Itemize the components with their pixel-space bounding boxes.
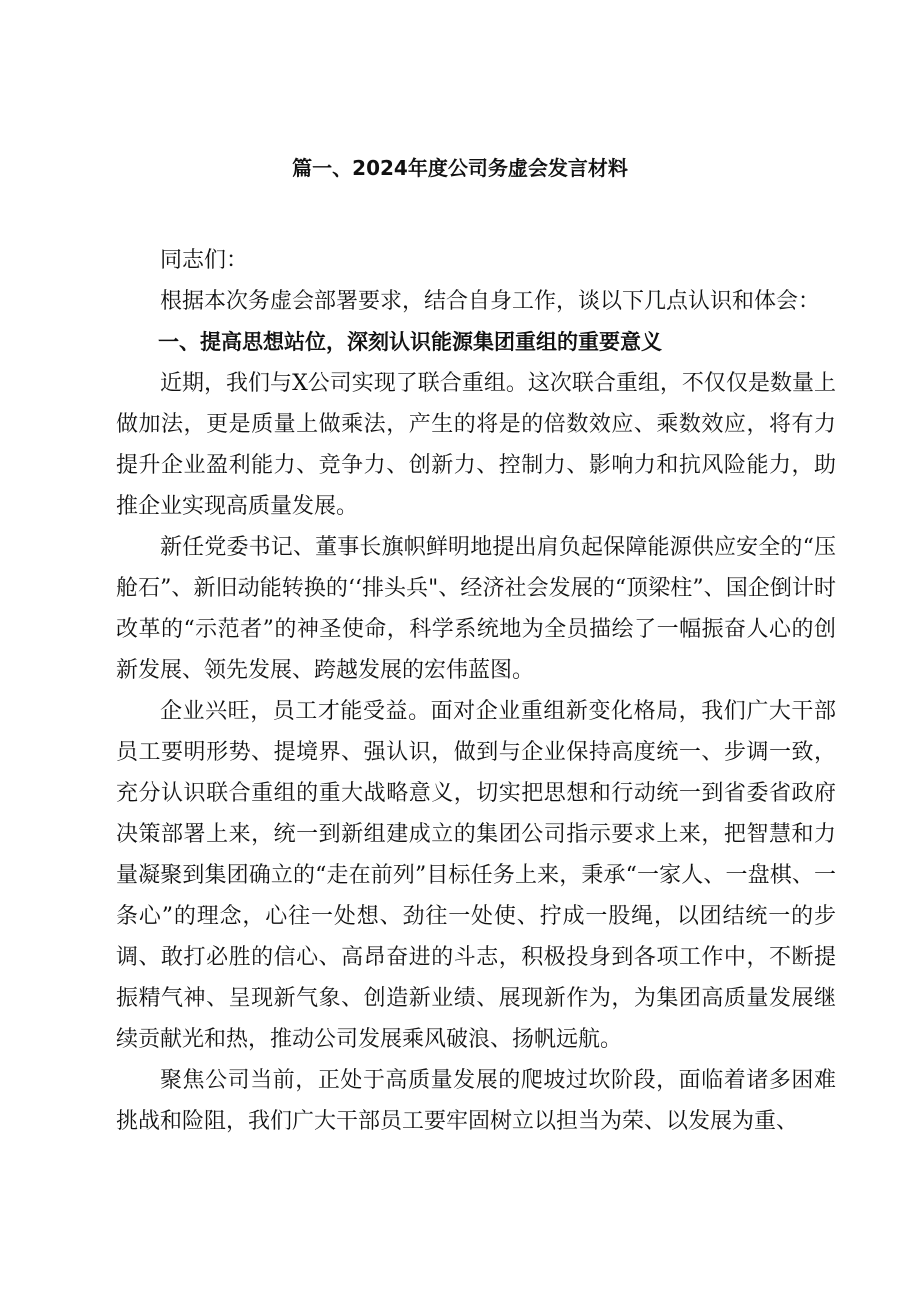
- greeting: 同志们：: [160, 248, 249, 273]
- body-paragraph: 新任党委书记、董事长旗帜鲜明地提出肩负起保障能源供应安全的“压舱石”、新旧动能转换的‘‘排头兵"、经济社会发展的“顶梁柱”、国企倒计时改革的“示范者”的神圣使命，科学系统地为全员描绘了一幅振奋人心的创新发展、领先发展、跨越发展的宏伟蓝图。: [116, 535, 836, 683]
- body-paragraph: 聚焦公司当前，正处于高质量发展的爬坡过坎阶段，面临着诸多困难挑战和险阻，我们广大干部员工要牢固树立以担当为荣、以发展为重、: [116, 1068, 836, 1134]
- body-paragraph: 企业兴旺，员工才能受益。面对企业重组新变化格局，我们广大干部员工要明形势、提境界、强认识，做到与企业保持高度统一、步调一致，充分认识联合重组的重大战略意义，切实把思想和行动统一到省委省政府决策部署上来，统一到新组建成立的集团公司指示要求上来，把智慧和力量凝聚到集团确立的“走在前列”目标任务上来，秉承“一家人、一盘棋、一条心”的理念，心往一处想、劲往一处使、拧成一股绳，以团结统一的步调、敢打必胜的信心、高昂奋进的斗志，积极投身到各项工作中，不断提振精气神、呈现新气象、创造新业绩、展现新作为，为集团高质量发展继续贡献光和热，推动公司发展乘风破浪、扬帆远航。: [116, 699, 836, 1052]
- body-paragraph: 近期，我们与X公司实现了联合重组。这次联合重组，不仅仅是数量上做加法，更是质量上做乘法，产生的将是的倍数效应、乘数效应，将有力提升企业盈利能力、竞争力、创新力、控制力、影响力和抗风险能力，助推企业实现高质量发展。: [116, 371, 836, 519]
- section-heading: 一、提高思想站位，深刻认识能源集团重组的重要意义: [158, 330, 662, 354]
- document-body: [116, 240, 836, 1142]
- intro-paragraph: 根据本次务虚会部署要求，结合自身工作，谈以下几点认识和体会：: [160, 289, 821, 314]
- document-title: 篇一、2024年度公司务虚会发言材料: [292, 156, 628, 180]
